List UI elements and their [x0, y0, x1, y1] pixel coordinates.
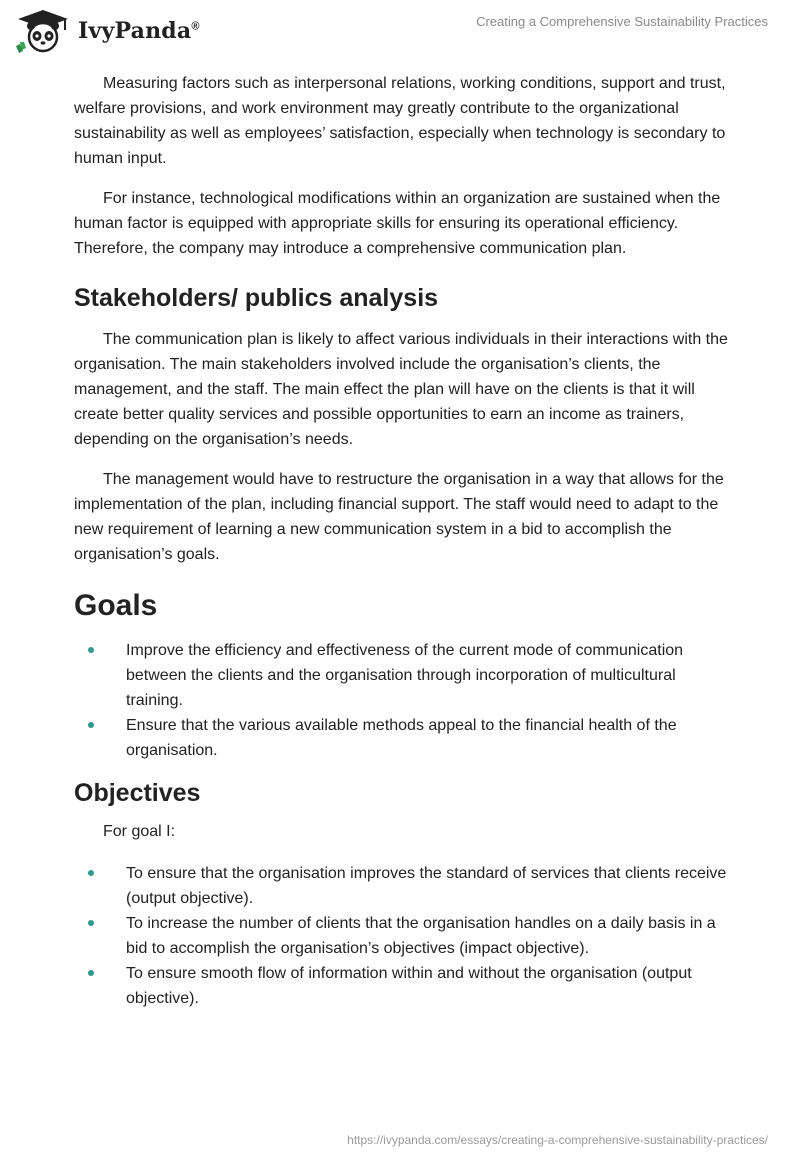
logo-wordmark: IvyPanda®	[78, 18, 200, 44]
objective-text: To increase the number of clients that the organisation handles on a daily basis in a bid to accomplish the organisation’s objectives (impact objective).	[126, 915, 716, 957]
bullet-dot-icon	[88, 920, 94, 926]
goal-text: Improve the efficiency and effectiveness of the current mode of communication between the clients and the organisation through incorporation of multicultural training.	[126, 642, 684, 709]
logo[interactable]	[14, 8, 200, 54]
objective-text: To ensure that the organisation improves the standard of services that clients receive (output objective).	[126, 865, 727, 907]
objective-item	[74, 961, 734, 1011]
bullet-dot-icon	[88, 647, 94, 653]
intro-paragraph: For instance, technological modifications within an organization are sustained when the human factor is equipped with appropriate skills for ensuring its operational efficiency. Therefore, the company may introduce a comprehensive communication plan.	[74, 190, 721, 257]
objective-item	[74, 861, 734, 911]
goal-item	[74, 713, 734, 763]
objective-item	[74, 911, 734, 961]
objective-text: To ensure smooth flow of information within and without the organisation (output objective).	[126, 965, 692, 1007]
bullet-dot-icon	[88, 870, 94, 876]
stakeholders-paragraph: The management would have to restructure the organisation in a way that allows for the implementation of the plan, including financial support. The staff would need to adapt to the new requirement of learning a new communication system in a bid to accomplish the organisation’s goals.	[74, 471, 724, 563]
document-title: Creating a Comprehensive Sustainability Practices	[476, 14, 768, 29]
objectives-intro: For goal I:	[103, 823, 176, 840]
bullet-dot-icon	[88, 970, 94, 976]
stakeholders-heading: Stakeholders/ publics analysis	[74, 284, 439, 312]
registered-mark: ®	[191, 20, 200, 33]
goal-text: Ensure that the various available methods appeal to the financial health of the organisation.	[126, 717, 677, 759]
goal-item	[74, 638, 734, 713]
goals-heading: Goals	[74, 589, 158, 622]
source-url[interactable]: https://ivypanda.com/essays/creating-a-comprehensive-sustainability-practices/	[347, 1133, 768, 1147]
bullet-dot-icon	[88, 722, 94, 728]
objectives-heading: Objectives	[74, 779, 201, 807]
stakeholders-paragraph: The communication plan is likely to affect various individuals in their interactions with the organisation. The main stakeholders involved include the organisation’s clients, the management, and the staff. The main effect the plan will have on the clients is that it will create better quality services and possible opportunities to earn an income as trainers, depending on the organisation’s needs.	[74, 331, 728, 448]
goals-list	[74, 638, 734, 763]
essay-content	[74, 71, 734, 1011]
panda-graduate-icon	[14, 8, 72, 54]
intro-paragraph: Measuring factors such as interpersonal relations, working conditions, support and trust, welfare provisions, and work environment may greatly contribute to the organizational sustainability as well as employees’ satisfaction, especially when technology is secondary to human input.	[74, 75, 726, 167]
objectives-list	[74, 861, 734, 1011]
